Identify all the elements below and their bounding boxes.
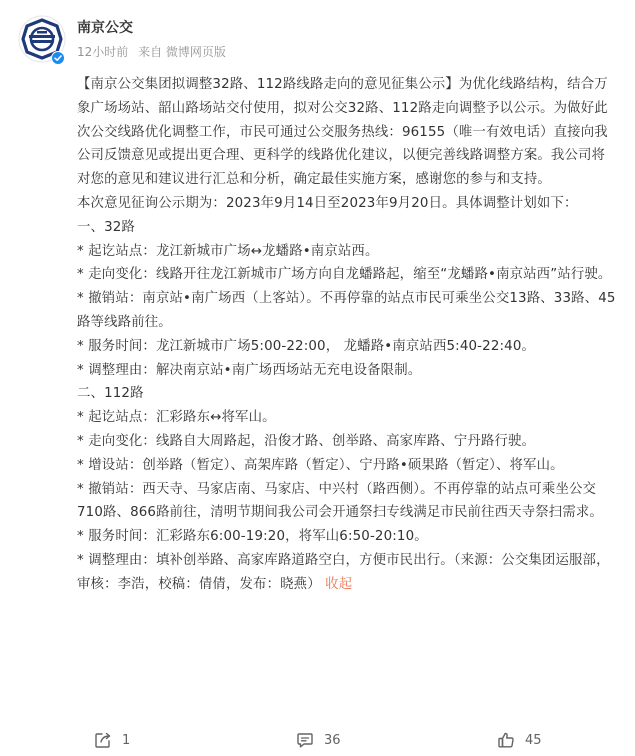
- comment-icon: [296, 731, 314, 749]
- consultation-period: 本次意见征询公示期为：2023年9月14日至2023年9月20日。具体调整计划如下：: [77, 195, 578, 211]
- author-name[interactable]: 南京公交: [77, 20, 133, 36]
- post-meta: [77, 44, 232, 60]
- route-112-terminals: * 起讫站点：汇彩路东↔将军山。: [77, 410, 276, 426]
- comment-count: 36: [324, 732, 341, 748]
- forward-count: 1: [122, 732, 131, 748]
- route-112-heading: 二、112路: [77, 386, 144, 402]
- route-112-reason-paragraph: [77, 549, 617, 597]
- forward-icon: [94, 731, 112, 749]
- route-32-reason: * 调整理由：解决南京站•南广场西场站无充电设备限制。: [77, 362, 422, 378]
- route-112-hours: * 服务时间：汇彩路东6:00-19:20，将军山6:50-20:10。: [77, 529, 428, 545]
- like-button[interactable]: [497, 730, 542, 750]
- like-icon: [497, 731, 515, 749]
- verified-icon: [51, 50, 65, 64]
- route-112-reason: * 调整理由：填补创举路、高家库路道路空白，方便市民出行。（来源：公交集团运服部，审核：李浩，校稿：倩倩，发布：晓燕）: [77, 552, 610, 592]
- like-count: 45: [525, 732, 542, 748]
- route-32-terminals: * 起讫站点：龙江新城市广场↔龙蟠路•南京站西。: [77, 243, 379, 259]
- post-source: 来自 微博网页版: [138, 45, 226, 59]
- route-112-change: * 走向变化：线路自大周路起，沿俊才路、创举路、高家库路、宁丹路行驶。: [77, 433, 536, 449]
- comment-button[interactable]: [296, 730, 341, 750]
- forward-button[interactable]: [94, 730, 130, 750]
- route-32-hours: * 服务时间：龙江新城市广场5:00-22:00， 龙蟠路•南京站西5:40-22:40。: [77, 338, 536, 354]
- route-32-heading: 一、32路: [77, 219, 135, 235]
- route-32-removed-stops: * 撤销站：南京站•南广场西（上客站）。不再停靠的站点市民可乘坐公交13路、33路、45路等线路前往。: [77, 291, 616, 330]
- route-112-removed-stops: * 撤销站：西天寺、马家店南、马家店、中兴村（路西侧）。不再停靠的站点可乘坐公交710路、866路前往，清明节期间我公司会开通祭扫专线满足市民前往西天寺祭扫需求。: [77, 481, 603, 521]
- route-32-change: * 走向变化：线路开往龙江新城市广场方向自龙蟠路起，缩至“龙蟠路•南京站西”站行驶。: [77, 267, 612, 283]
- post-time[interactable]: 12小时前: [77, 45, 129, 59]
- collapse-link[interactable]: 收起: [325, 576, 353, 592]
- action-bar: [0, 724, 635, 756]
- post-content: [77, 73, 617, 597]
- intro-paragraph: 【南京公交集团拟调整32路、112路线路走向的意见征集公示】为优化线路结构，结合万象广场场站、韶山路场站交付使用，拟对公交32路、112路走向调整予以公示。为做好此次公交线路优化调整工作，市民可通过公交服务热线：96155（唯一有效电话）直接向我公司反馈意见或提出更合理、更科学的线路优化建议，以便完善线路调整方案。我公司将对您的意见和建议进行汇总和分析，确定最佳实施方案，感谢您的参与和支持。: [77, 77, 608, 188]
- route-112-added-stops: * 增设站：创举路（暂定）、高架库路（暂定）、宁丹路•硕果路（暂定）、将军山。: [77, 457, 564, 473]
